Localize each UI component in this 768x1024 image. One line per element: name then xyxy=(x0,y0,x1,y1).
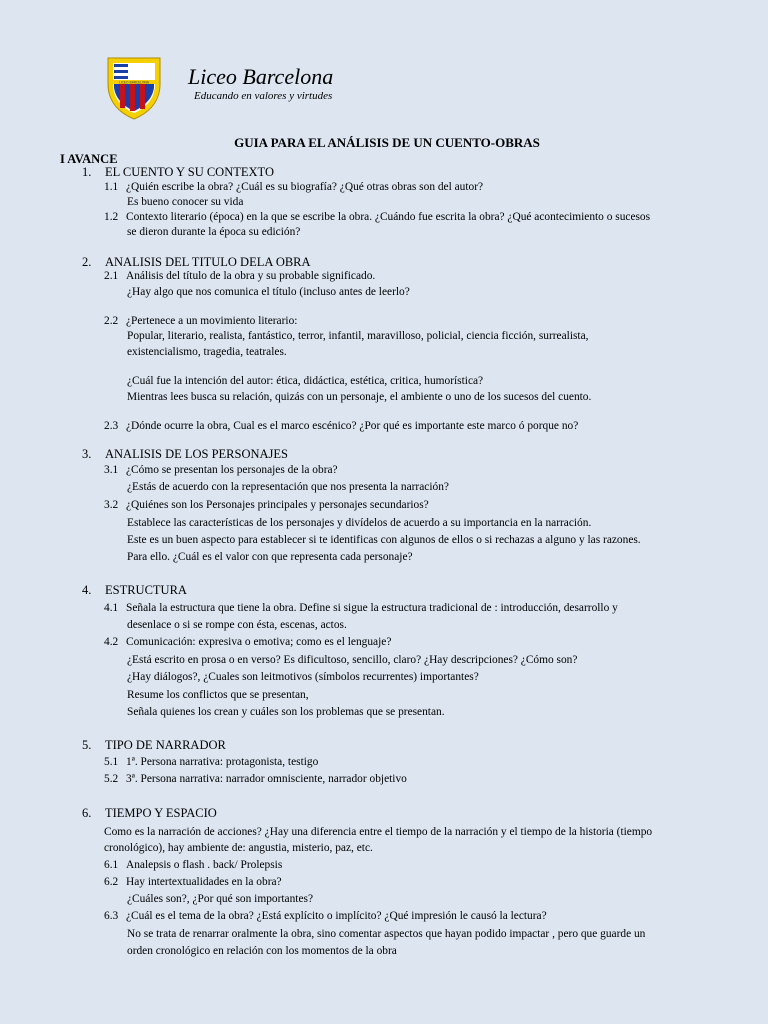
guide-line xyxy=(104,857,282,873)
guide-line: Para ello. ¿Cuál es el valor con que representa cada personaje? xyxy=(127,551,413,563)
item-number: 1.1 xyxy=(104,181,119,193)
item-text: ¿Dónde ocurre la obra, Cual es el marco escénico? ¿Por qué es importante este marco ó porque no? xyxy=(126,420,579,432)
school-name: Liceo Barcelona xyxy=(188,64,334,89)
guide-line: se dieron durante la época su edición? xyxy=(127,226,301,238)
guide-line: ¿Hay diálogos?, ¿Cuales son leitmotivos (símbolos recurrentes) importantes? xyxy=(127,671,479,683)
item-text: ¿Pertenece a un movimiento literario: xyxy=(126,315,298,327)
guide-line: Señala quienes los crean y cuáles son los problemas que se presentan. xyxy=(127,706,445,718)
guide-line: ¿Cuál fue la intención del autor: ética, didáctica, estética, critica, humorística? xyxy=(127,375,484,387)
item-number: 2.3 xyxy=(104,420,119,432)
item-text: ¿Quiénes son los Personajes principales y personajes secundarios? xyxy=(126,499,429,511)
section-title: TIEMPO Y ESPACIO xyxy=(105,806,217,820)
item-number: 3.1 xyxy=(104,464,119,476)
guide-line xyxy=(104,754,318,770)
guide-line xyxy=(104,313,297,329)
item-number: 2.2 xyxy=(104,315,119,327)
item-text: ¿Cómo se presentan los personajes de la obra? xyxy=(126,464,338,476)
avance-heading: I AVANCE xyxy=(60,152,118,166)
item-text: Análisis del título de la obra y su probable significado. xyxy=(126,270,376,282)
item-text: 1ª. Persona narrativa: protagonista, testigo xyxy=(126,756,319,768)
guide-line xyxy=(104,600,618,616)
guide-line xyxy=(104,462,338,478)
item-text: Analepsis o flash . back/ Prolepsis xyxy=(126,859,283,871)
item-text: 3ª. Persona narrativa: narrador omnisciente, narrador objetivo xyxy=(126,773,407,785)
guide-line: Es bueno conocer su vida xyxy=(127,196,244,208)
item-number: 4.1 xyxy=(104,602,119,614)
section-number: 3. xyxy=(82,447,92,461)
guide-line xyxy=(104,418,578,434)
section-number: 5. xyxy=(82,738,92,752)
guide-line: Resume los conflictos que se presentan, xyxy=(127,689,309,701)
section-title: TIPO DE NARRADOR xyxy=(105,738,226,752)
item-number: 6.2 xyxy=(104,876,119,888)
item-text: Comunicación: expresiva o emotiva; como es el lenguaje? xyxy=(126,636,392,648)
item-number: 5.2 xyxy=(104,773,119,785)
guide-line: ¿Cuáles son?, ¿Por qué son importantes? xyxy=(127,893,314,905)
guide-line xyxy=(104,634,391,650)
guide-line: ¿Hay algo que nos comunica el título (incluso antes de leerlo? xyxy=(127,286,410,298)
guide-line xyxy=(104,209,650,225)
item-text: Contexto literario (época) en la que se escribe la obra. ¿Cuándo fue escrita la obra? ¿Qué acontecimiento o sucesos xyxy=(126,211,651,223)
item-number: 6.1 xyxy=(104,859,119,871)
section-number: 1. xyxy=(82,165,92,179)
section-number: 2. xyxy=(82,255,92,269)
guide-line: Como es la narración de acciones? ¿Hay una diferencia entre el tiempo de la narración y el tiempo de la historia (tiempo xyxy=(104,826,653,838)
crest-text: LICEO BARCELONA xyxy=(119,80,149,85)
guide-line: desenlace o si se rompe con ésta, escenas, actos. xyxy=(127,619,347,631)
document-title: GUIA PARA EL ANÁLISIS DE UN CUENTO-OBRAS xyxy=(234,135,540,150)
guide-line xyxy=(104,874,282,890)
section-title: ANALISIS DEL TITULO DELA OBRA xyxy=(105,255,311,269)
guide-line xyxy=(104,268,375,284)
item-text: ¿Cuál es el tema de la obra? ¿Está explícito o implícito? ¿Qué impresión le causó la lectura? xyxy=(126,910,547,922)
guide-line: Popular, literario, realista, fantástico, terror, infantil, maravilloso, policial, ciencia ficción, surrealista, xyxy=(127,330,589,342)
item-text: ¿Quién escribe la obra? ¿Cuál es su biografía? ¿Qué otras obras son del autor? xyxy=(126,181,484,193)
item-number: 5.1 xyxy=(104,756,119,768)
guide-line: ¿Estás de acuerdo con la representación que nos presenta la narración? xyxy=(127,481,449,493)
guide-line xyxy=(104,179,483,195)
guide-line: Este es un buen aspecto para establecer si te identificas con algunos de ellos o si rechazas a alguno y las razones. xyxy=(127,534,641,546)
section-title: EL CUENTO Y SU CONTEXTO xyxy=(105,165,274,179)
item-number: 1.2 xyxy=(104,211,119,223)
item-text: Hay intertextualidades en la obra? xyxy=(126,876,282,888)
guide-line: Establece las características de los personajes y divídelos de acuerdo a su importancia en la narración. xyxy=(127,517,592,529)
school-motto: Educando en valores y virtudes xyxy=(194,90,333,102)
item-number: 2.1 xyxy=(104,270,119,282)
guide-line: No se trata de renarrar oralmente la obra, sino comentar aspectos que hayan podido impactar , pero que guarde un xyxy=(127,928,646,940)
guide-line xyxy=(104,771,407,787)
guide-line xyxy=(104,908,547,924)
item-number: 6.3 xyxy=(104,910,119,922)
item-text: Señala la estructura que tiene la obra. Define si sigue la estructura tradicional de : introducción, desarrollo y xyxy=(126,602,618,614)
section-title: ANALISIS DE LOS PERSONAJES xyxy=(105,447,289,461)
guide-line: existencialismo, tragedia, teatrales. xyxy=(127,346,287,358)
item-number: 3.2 xyxy=(104,499,119,511)
item-number: 4.2 xyxy=(104,636,119,648)
guide-line: ¿Está escrito en prosa o en verso? Es dificultoso, sencillo, claro? ¿Hay descripciones? ¿Cómo son? xyxy=(127,654,578,666)
school-crest-icon xyxy=(106,54,162,120)
guide-line xyxy=(104,497,429,513)
guide-line: cronológico), hay ambiente de: angustia, misterio, paz, etc. xyxy=(104,842,373,854)
guide-line: Mientras lees busca su relación, quizás con un personaje, el ambiente o uno de los sucesos del cuento. xyxy=(127,391,592,403)
section-number: 6. xyxy=(82,806,92,820)
section-number: 4. xyxy=(82,583,92,597)
guide-line: orden cronológico en relación con los momentos de la obra xyxy=(127,945,397,957)
section-title: ESTRUCTURA xyxy=(105,583,187,597)
